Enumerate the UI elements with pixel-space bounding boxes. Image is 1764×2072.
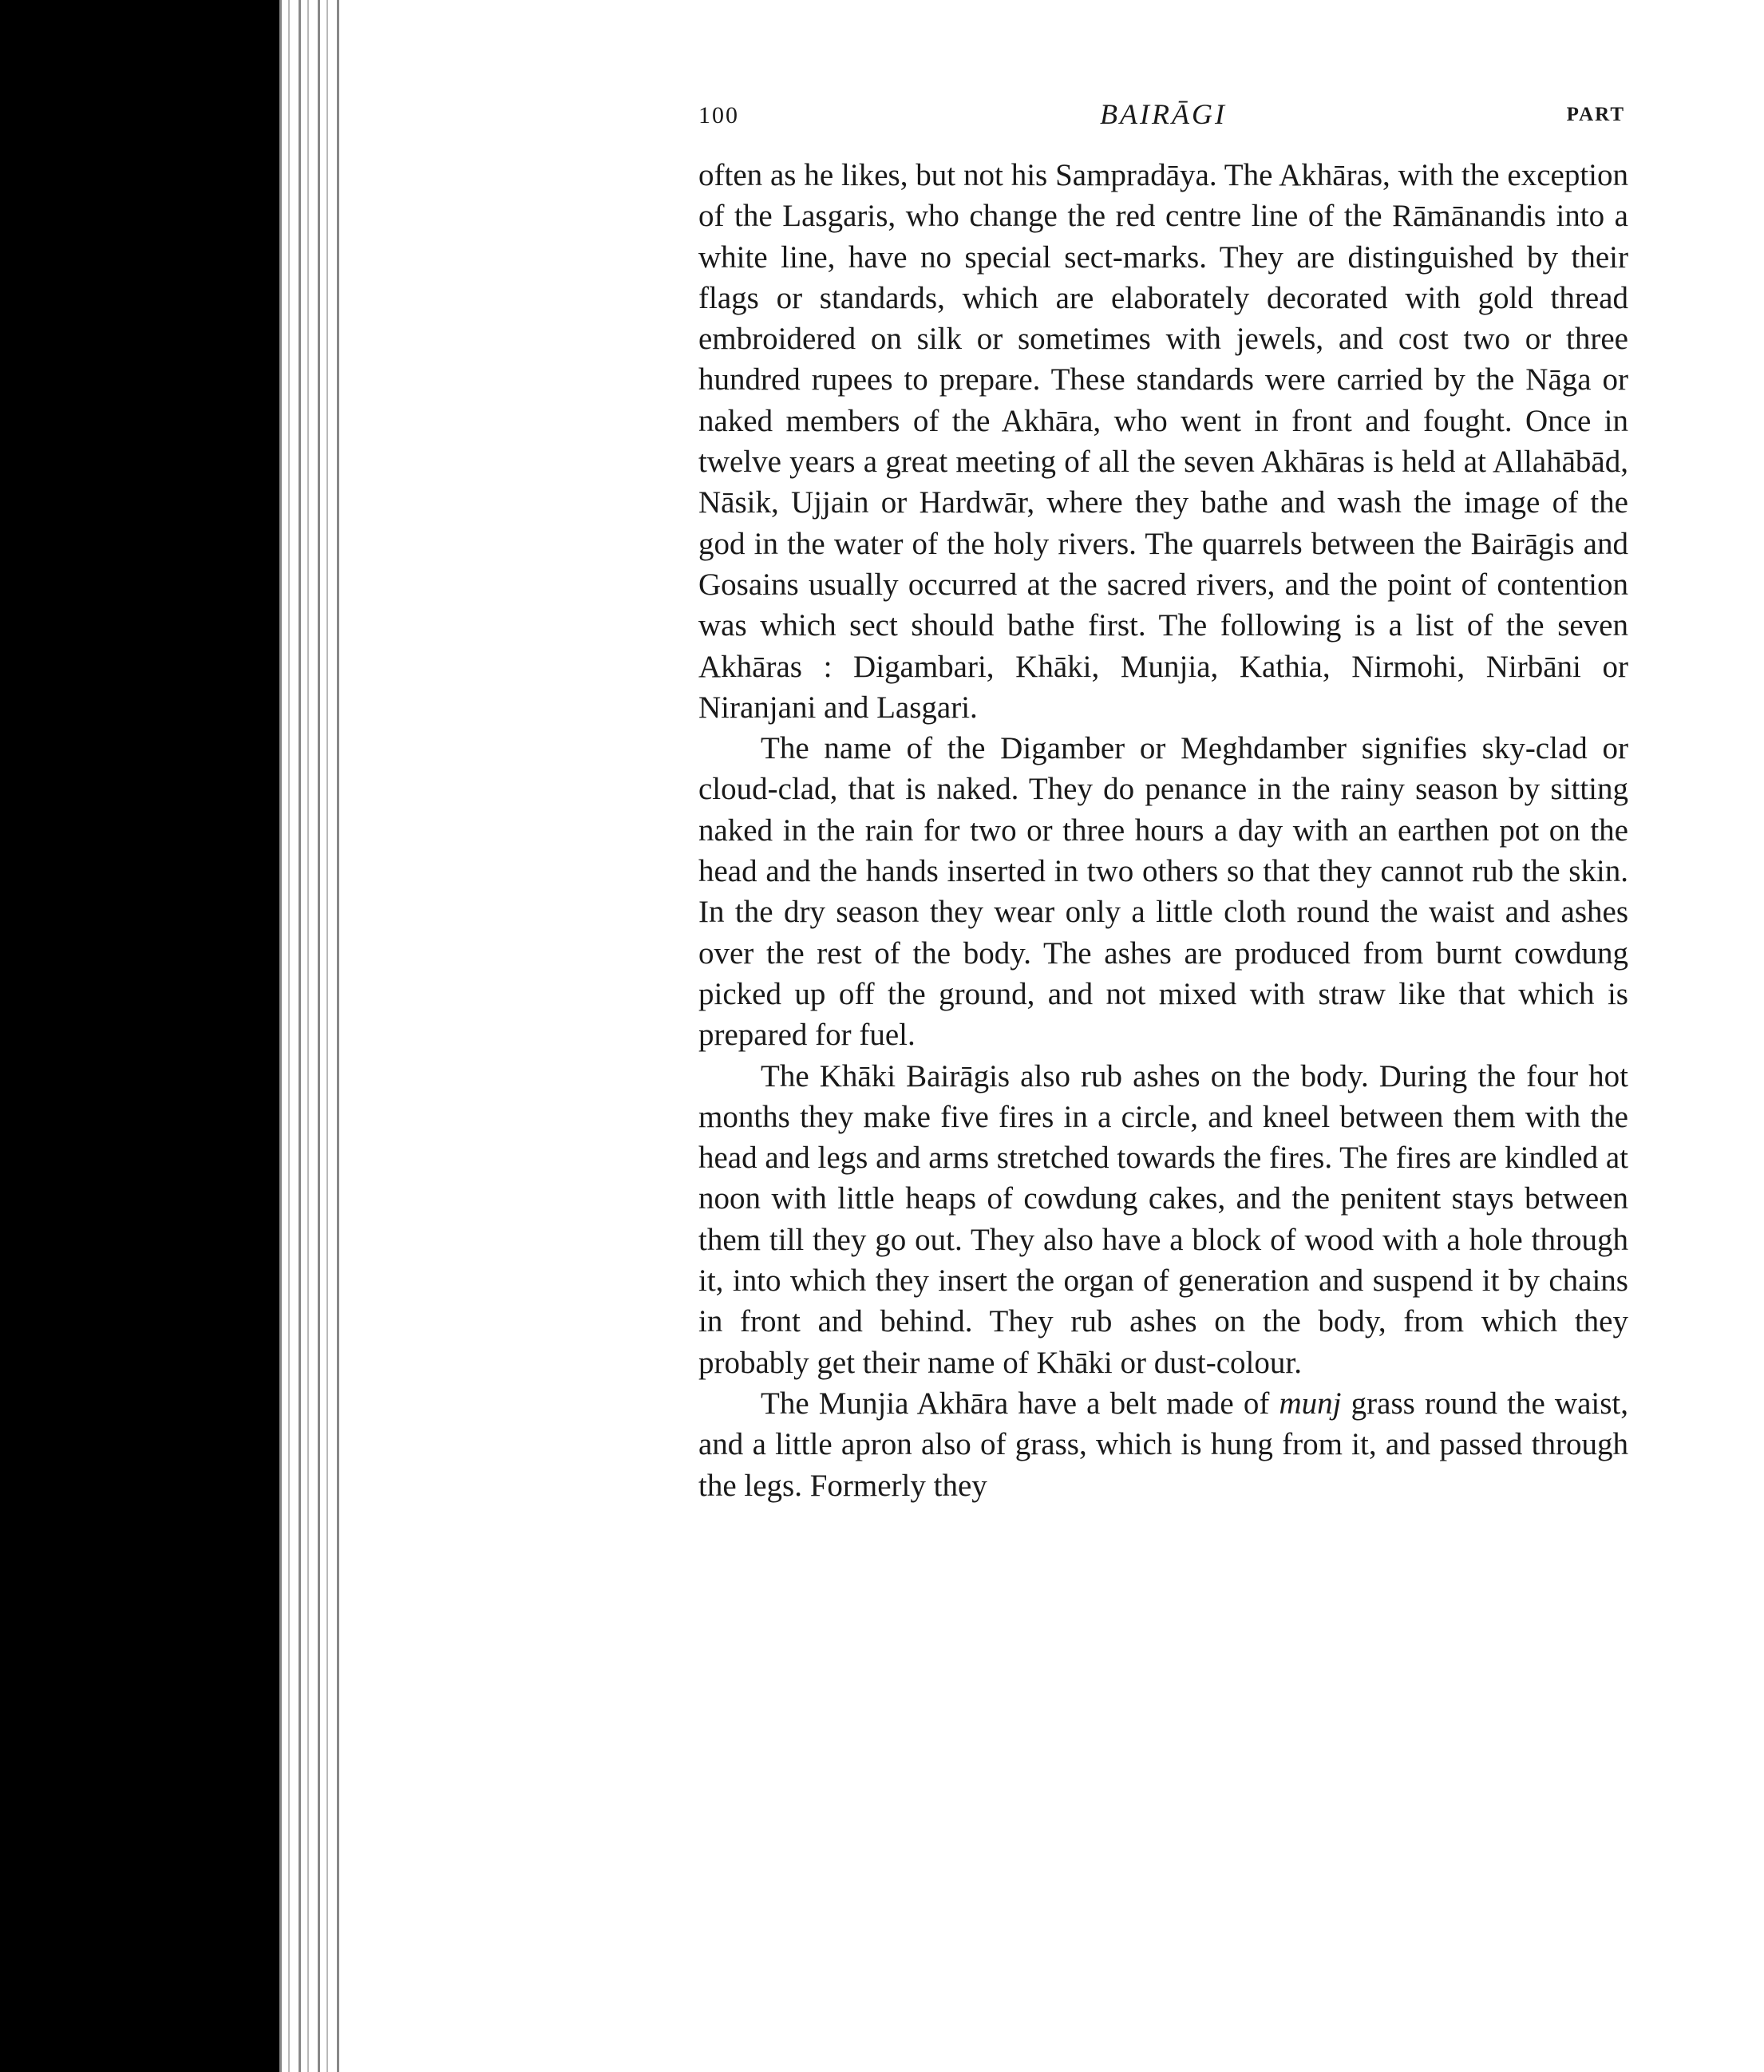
paragraph-text-start: The Munjia Akhāra have a belt made of: [761, 1386, 1279, 1421]
paragraph: often as he likes, but not his Sampradāya. The Akhāras, with the exception of the Lasgaris, who change the red centre line of the Rāmānandis into a white line, have no special sect-marks. They are distinguished by their flags or standards, which are elaborately decorated with gold thread embroidered on silk or sometimes with jewels, and cost two or three hundred rupees to prepare. These standards were carried by the Nāga or naked members of the Akhāra, who went in front and fought. Once in twelve years a great meeting of all the seven Akhāras is held at Allahābād, Nāsik, Ujjain or Hardwār, where they bathe and wash the image of the god in the water of the holy rivers. The quarrels between the Bairāgis and Gosains usually occurred at the sacred rivers, and the point of contention was which sect should bathe first. The following is a list of the seven Akhāras : Digambari, Khāki, Munjia, Kathia, Nirmohi, Nirbāni or Niranjani and Lasgari.: [698, 158, 1628, 725]
paragraph: The name of the Digamber or Meghdamber signifies sky-clad or cloud-clad, that is naked. They do penance in the rainy season by sitting naked in the rain for two or three hours a day with an earthen pot on the head and the hands inserted in two others so that they cannot rub the skin. In the dry season they wear only a little cloth round the waist and ashes over the rest of the body. The ashes are produced from burnt cowdung picked up off the ground, and not mixed with straw like that which is prepared for fuel.: [698, 731, 1628, 1053]
running-head: [698, 97, 1628, 137]
paragraph: The Khāki Bairāgis also rub ashes on the body. During the four hot months they make five fires in a circle, and kneel between them with the head and legs and arms stretched towards the fires. The fires are kindled at noon with little heaps of cowdung cakes, and the penitent stays between them till they go out. They also have a block of wood with a hole through it, into which they insert the organ of generation and suspend it by chains in front and behind. They rub ashes on the body, from which they probably get their name of Khāki or dust-colour.: [698, 1058, 1628, 1380]
part-label: PART: [1566, 104, 1625, 125]
running-title: BAIRĀGI: [1100, 98, 1227, 130]
paragraph-text-end: grass round the waist, and a little apron also of grass, which is hung from it, and passed through the legs. Formerly they: [698, 1386, 1628, 1503]
page-number: 100: [698, 102, 739, 129]
italic-term: munj: [1279, 1386, 1342, 1421]
page-edge-lines: [279, 0, 343, 2072]
book-spine-shadow: [0, 0, 279, 2072]
body-text: [698, 155, 1628, 1506]
paragraph: [698, 1383, 1628, 1506]
